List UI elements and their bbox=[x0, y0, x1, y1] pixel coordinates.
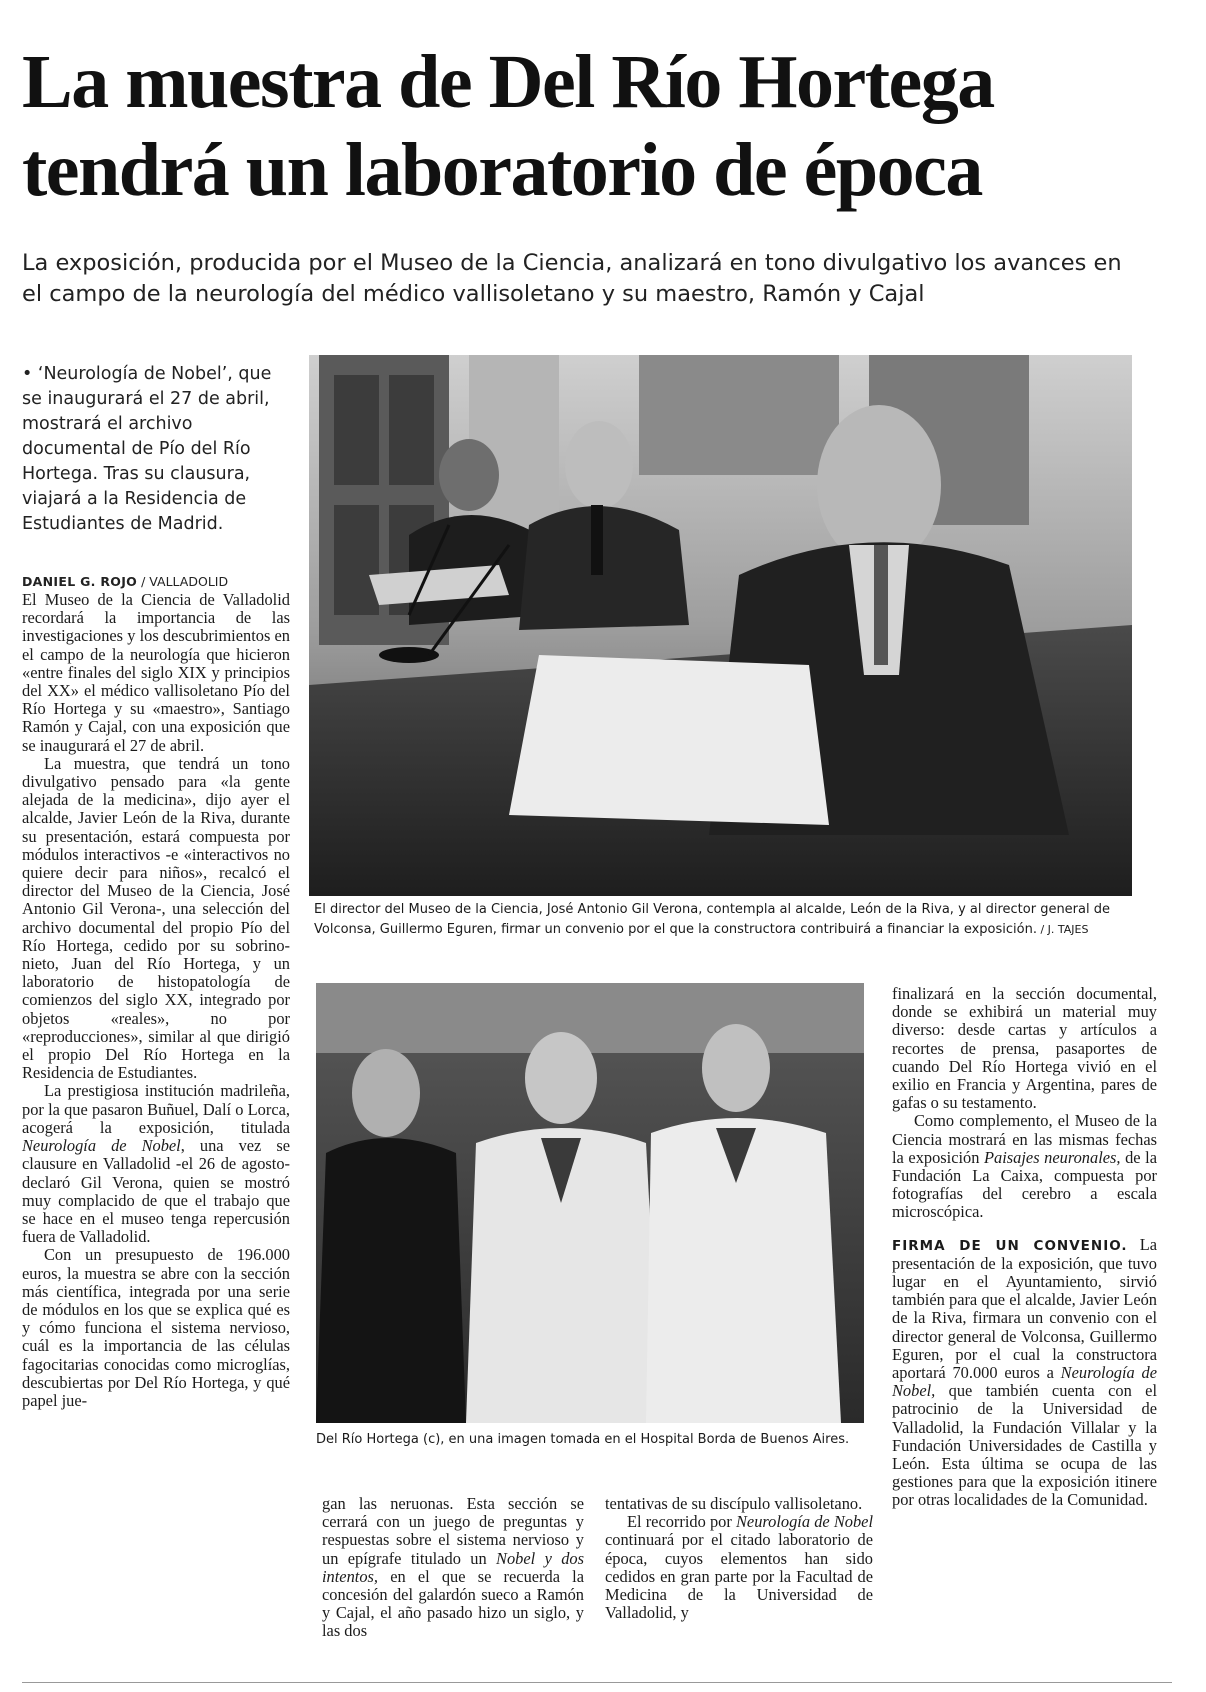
paragraph: La prestigiosa institución madrileña, por la que pasaron Buñuel, Dalí o Lorca, acogerá la exposición, titulada Neurología de Nobel, una vez se clausure en Valladolid -el 26 de agosto- declaró Gil Verona, quien se mostró muy complacido de que el trabajo que se hace en el museo tenga repercusión fuera de Valladolid. bbox=[22, 1081, 290, 1247]
italic-title: Neurología de Nobel bbox=[22, 1136, 181, 1156]
paragraph: finalizará en la sección documental, donde se exhibirá un material muy diverso: desde cartas y artículos a recortes de prensa, pasaportes de cuando Del Río Hortega vivió en el exilio en Francia y Argentina, pares de gafas o su testamento. bbox=[892, 984, 1157, 1113]
photo-signing-image bbox=[309, 355, 1132, 896]
paragraph: El Museo de la Ciencia de Valladolid recordará la importancia de las investigaciones y los descubrimientos en el campo de la neurología que hicieron «entre finales del siglo XIX y principios del XX» el médico vallisoletano Pío del Río Hortega y su «maestro», Santiago Ramón y Cajal, con una exposición que se inaugurará el 27 de abril. bbox=[22, 590, 290, 755]
body-column-1 bbox=[22, 591, 290, 1410]
paragraph: tentativas de su discípulo vallisoletano. bbox=[605, 1494, 863, 1513]
photo-signing-agreement bbox=[309, 355, 1132, 896]
byline-place: VALLADOLID bbox=[149, 574, 229, 589]
paragraph: gan las neruonas. Esta sección se cerrará con un juego de preguntas y respuestas sobre el sistema nervioso y un epígrafe titulado un Nobel y dos intentos, en el que se recuerda la concesión del galardón sueco a Ramón y Cajal, el año pasado hizo un siglo, y las dos bbox=[322, 1494, 584, 1641]
italic-title: Neurología de Nobel bbox=[735, 1512, 873, 1532]
body-column-right bbox=[892, 985, 1157, 1510]
byline-separator: / bbox=[137, 574, 150, 589]
byline-author: DANIEL G. ROJO bbox=[22, 574, 138, 589]
headline-line-2: tendrá un laboratorio de época bbox=[22, 128, 982, 212]
photo-rio-hortega-hospital bbox=[316, 983, 864, 1423]
paragraph: Con un presupuesto de 196.000 euros, la muestra se abre con la sección más científica, integrada por una serie de módulos en los que se explica qué es y cómo funciona el sistema nervioso, cuál es la importancia de las células fagocitarias conocidas como microglías, descubiertas por Del Río Hortega, y qué papel jue- bbox=[22, 1245, 290, 1410]
summary-bullet: • ‘Neurología de Nobel’, que se inaugurará el 27 de abril, mostrará el archivo documental de Pío del Río Hortega. Tras su clausura, viajará a la Residencia de Estudiantes de Madrid. bbox=[22, 364, 272, 534]
paragraph: La muestra, que tendrá un tono divulgativo pensado para «la gente alejada de la medicina», dijo ayer el alcalde, Javier León de la Riva, durante su presentación, estará compuesta por módulos interactivos -e «interactivos no quiere decir para niños», recalcó el director del Museo de la Ciencia, José Antonio Gil Verona-, una selección del archivo documental del propio Pío del Río Hortega, cedido por su sobrino-nieto, Juan del Río Hortega, y un laboratorio de histopatología de comienzos del siglo XX, integrado por objetos «reales», no por «reproducciones», similar al que dirigió el propio Del Río Hortega en la Residencia de Estudiantes. bbox=[22, 753, 290, 1083]
italic-title: Neurología de Nobel, bbox=[892, 1363, 1157, 1401]
section-kicker: FIRMA DE UN CONVENIO. bbox=[892, 1237, 1128, 1254]
byline bbox=[22, 574, 292, 589]
photo-historical-image bbox=[316, 983, 864, 1423]
photo-caption-2: Del Río Hortega (c), en una imagen tomada en el Hospital Borda de Buenos Aires. bbox=[316, 1432, 850, 1447]
headline bbox=[22, 38, 1142, 214]
paragraph: Como complemento, el Museo de la Ciencia mostrará en las mismas fechas la exposición Paisajes neuronales, de la Fundación La Caixa, compuesta por fotografías del cerebro a escala microscópica. bbox=[892, 1111, 1157, 1222]
paragraph: FIRMA DE UN CONVENIO. La presentación de la exposición, que tuvo lugar en el Ayuntamiento, sirvió también para que el alcalde, Javier León de la Riva, firmara un convenio con el director general de Volconsa, Guillermo Eguren, por el cual la constructora aportará 70.000 euros a Neurología de Nobel, que también cuenta con el patrocinio de la Universidad de Valladolid, la Fundación Villalar y la Fundación Universidades de Castilla y León. Esta última se ocupa de las gestiones para que la exposición itinere por otras localidades de la Comunidad. bbox=[892, 1234, 1157, 1510]
headline-line-1: La muestra de Del Río Hortega bbox=[22, 40, 994, 124]
paragraph: El recorrido por Neurología de Nobel continuará por el citado laboratorio de época, cuyos elementos han sido cedidos en gran parte por la Facultad de Medicina de la Universidad de Valladolid, y bbox=[605, 1512, 873, 1623]
photo-caption-1: El director del Museo de la Ciencia, José Antonio Gil Verona, contempla al alcalde, León de la Riva, y al director general de Volconsa, Guillermo Eguren, firmar un convenio por el que la constructora contribuirá a financiar la exposición. / J. TAJES bbox=[314, 902, 1110, 937]
italic-title: Nobel y dos intentos, bbox=[322, 1548, 584, 1586]
bottom-rule bbox=[22, 1682, 1172, 1683]
italic-title: Paisajes neuronales, bbox=[984, 1147, 1121, 1167]
photo-credit: / J. TAJES bbox=[1036, 923, 1089, 936]
body-column-bottom-3 bbox=[605, 1495, 873, 1622]
subheadline: La exposición, producida por el Museo de la Ciencia, analizará en tono divulgativo los avances en el campo de la neurología del médico vallisoletano y su maestro, Ramón y Cajal bbox=[22, 250, 1122, 307]
body-column-bottom-2 bbox=[322, 1495, 584, 1641]
